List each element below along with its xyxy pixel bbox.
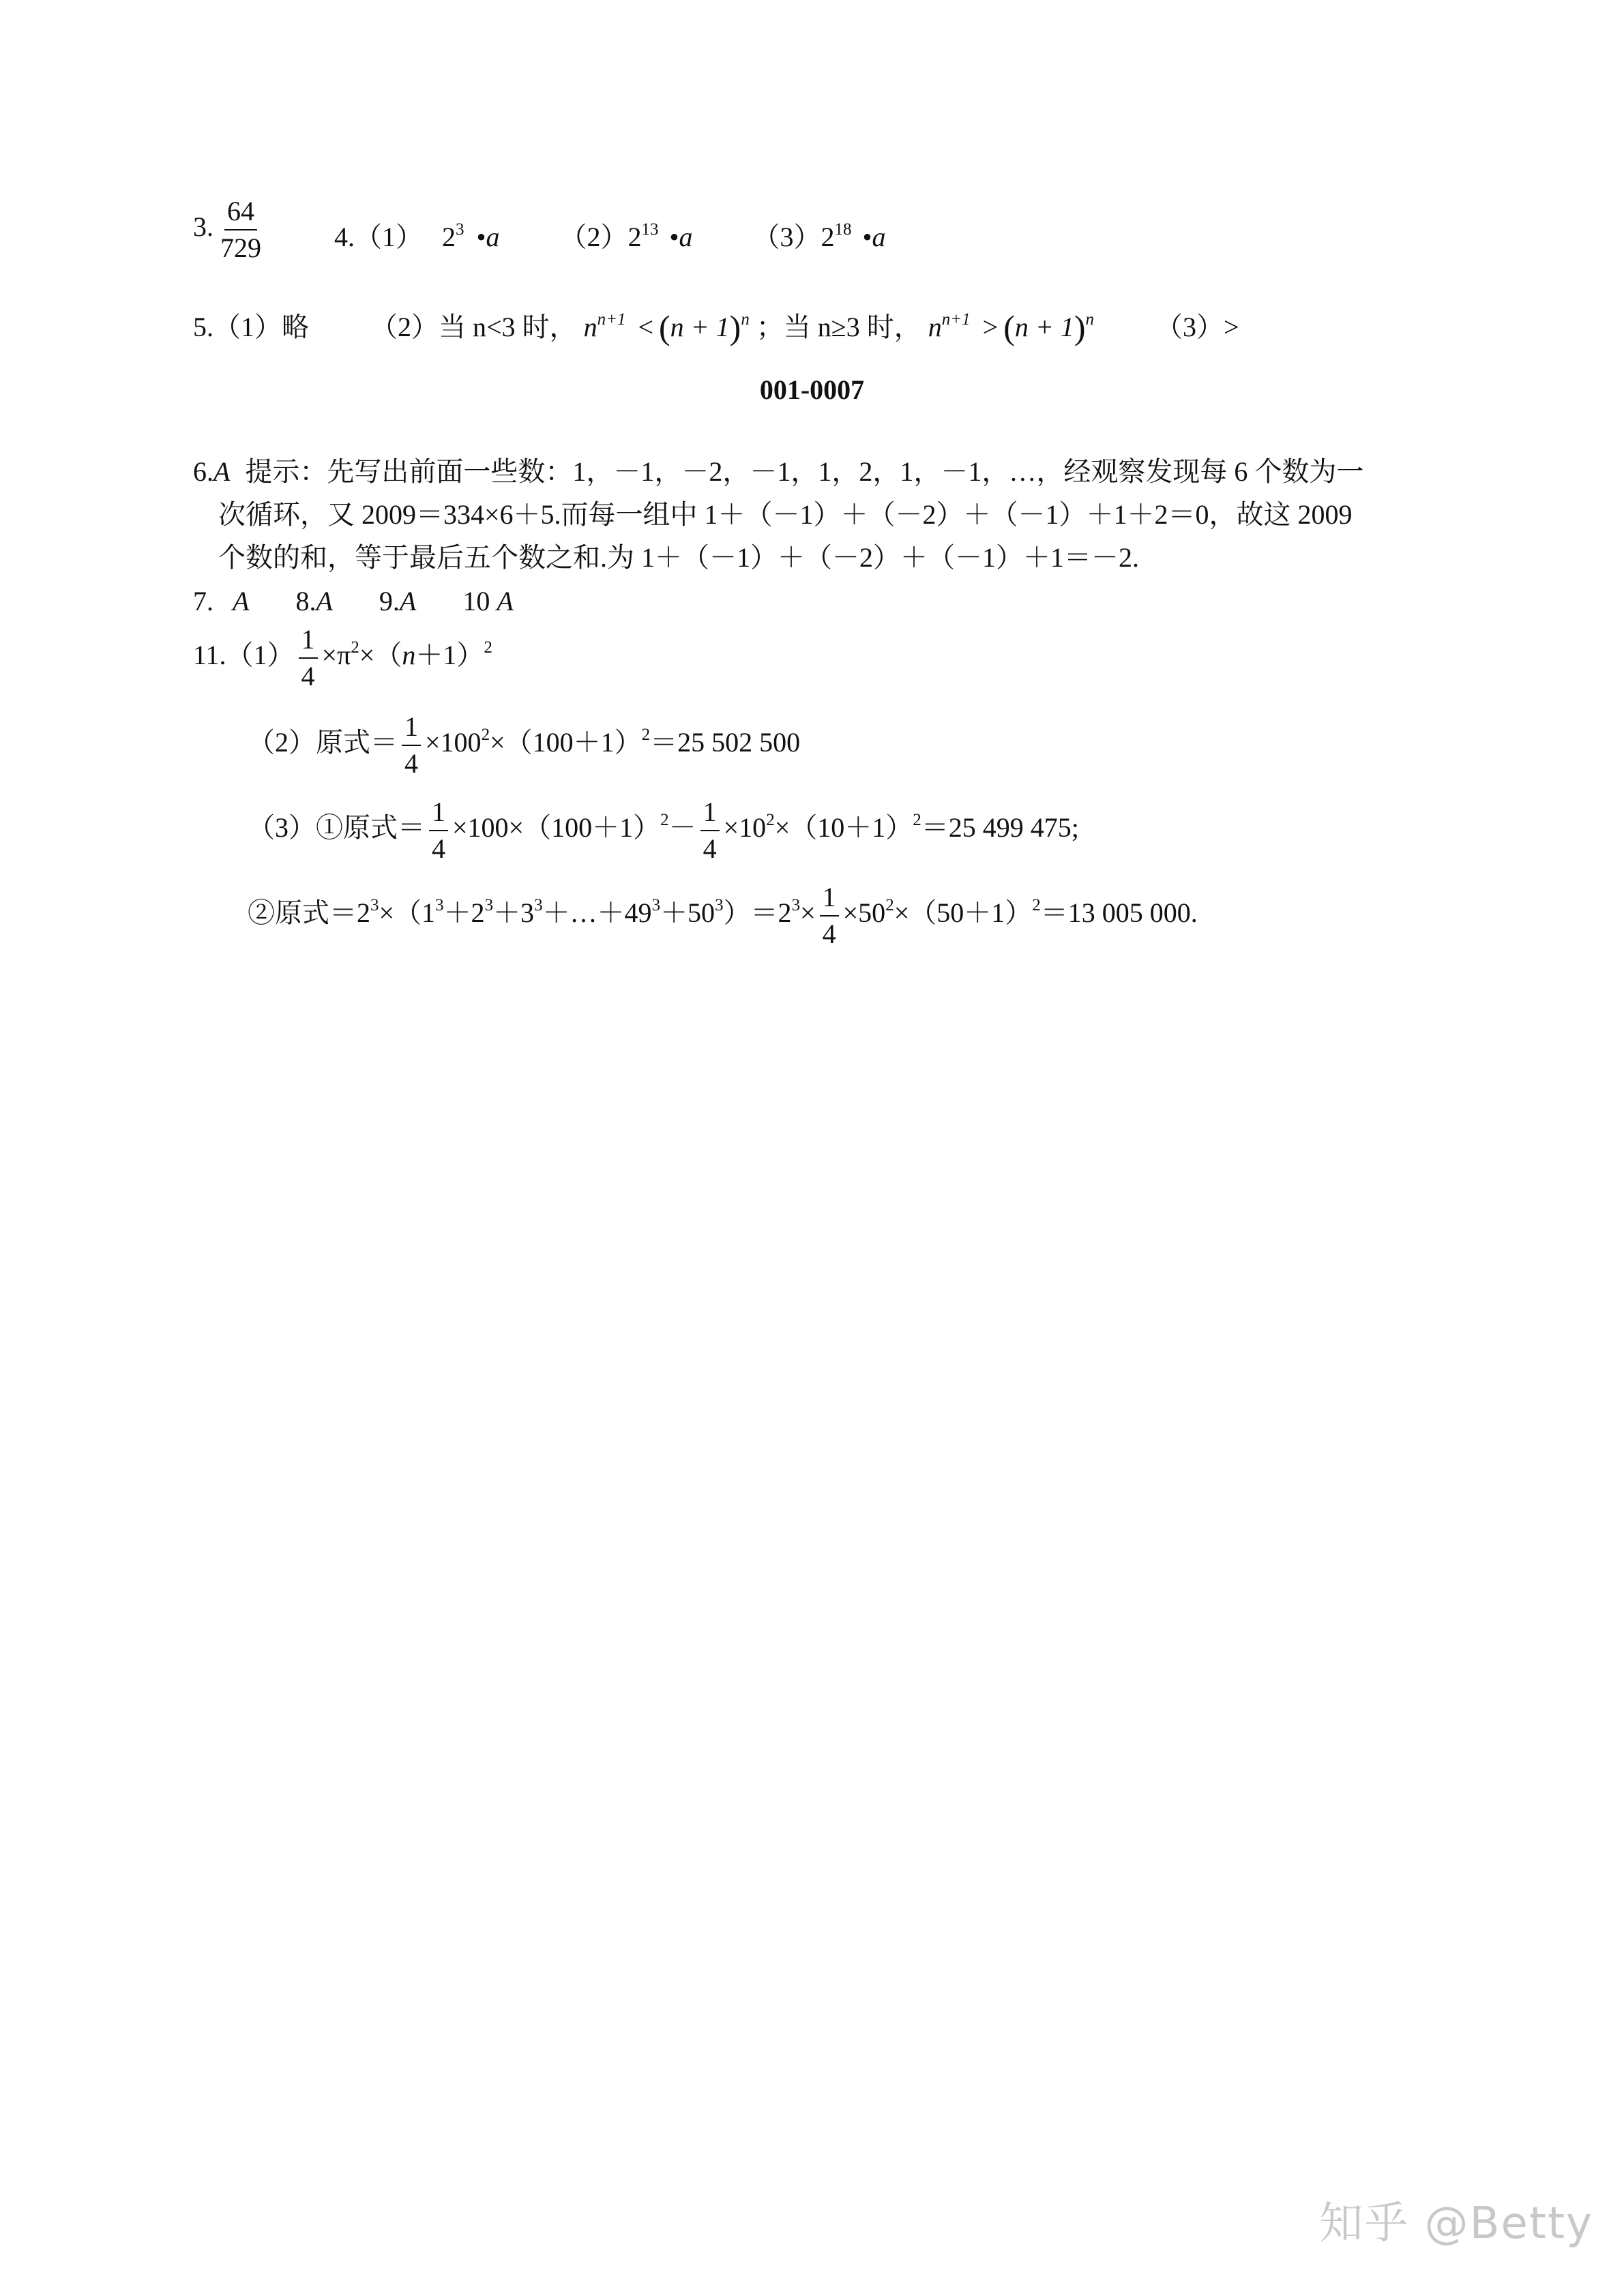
q11-p4-f: ）＝2 xyxy=(723,897,792,929)
q11-p3-num-1: 1 xyxy=(429,799,448,831)
q11-p1-den: 4 xyxy=(301,661,315,691)
q10-answer: A xyxy=(497,586,514,616)
q6-line-1 xyxy=(193,458,1363,486)
q5-lhs-base: n xyxy=(583,312,597,342)
q4-p2-var: a xyxy=(679,222,693,252)
q5-lhs-exp: n+1 xyxy=(597,310,626,329)
q5-n-plus-1-a: n + 1 xyxy=(670,312,730,342)
q6-line-3: 个数的和，等于最后五个数之和.为 1＋（－1）＋（－2）＋（－1）＋1＝－2. xyxy=(218,542,1139,573)
q9-label: 9. xyxy=(379,586,400,616)
q6-line-2: 次循环，又 2009＝334×6＋5.而每一组中 1＋（－1）＋（－2）＋（－1）＋1＋2＝0，故这 2009 xyxy=(218,499,1353,530)
q11-p4-cube-3: 3 xyxy=(484,896,494,915)
q10-label: 10 xyxy=(462,586,490,616)
q4-p2-dot: • xyxy=(669,222,679,252)
q6-label: 6. xyxy=(193,456,213,487)
q11-p2-lead: （2）原式＝ xyxy=(248,727,398,758)
q7-answer: A xyxy=(233,586,250,616)
q5-lt: < xyxy=(638,312,653,342)
q11-p4-h: ×50 xyxy=(842,897,886,929)
q5-lparen-1: ( xyxy=(659,308,670,346)
q4-p2-base: 2 xyxy=(628,222,642,252)
q11-p4-den: 4 xyxy=(822,919,836,949)
q11-p2-fraction xyxy=(402,713,421,777)
q11-p4-j: ＝13 005 000. xyxy=(1040,897,1198,929)
q4-p1-dot: • xyxy=(476,222,486,252)
q6-text-1: 提示：先写出前面一些数：1，－1，－2，－1，1，2，1，－1，…，经观察发现每 6 个数为一 xyxy=(245,456,1364,487)
q5-label: 5.（1）略 xyxy=(193,312,309,342)
q11-p3-num-2: 1 xyxy=(700,799,720,831)
q4-line xyxy=(334,220,886,252)
q11-p4-cube-1: 3 xyxy=(370,896,379,915)
q11-p4-a: ×（1 xyxy=(379,897,436,929)
q11-p4-fraction xyxy=(820,884,839,948)
q11-part4 xyxy=(248,884,1198,948)
q5-line xyxy=(193,310,1239,344)
q11-p3-e: ＝25 499 475; xyxy=(921,812,1079,844)
q11-p2-c: ＝25 502 500 xyxy=(650,727,801,758)
q11-p2-den: 4 xyxy=(404,748,418,779)
q11-p4-g: × xyxy=(800,897,816,929)
q11-p3-a: ×100×（100＋1） xyxy=(452,812,661,844)
q4-p3-dot: • xyxy=(862,222,872,252)
q11-p1-n: n xyxy=(402,640,416,671)
q11-p4-lead: ②原式＝2 xyxy=(248,897,370,929)
q11-p2-sq-2: 2 xyxy=(641,726,651,745)
q11-label: 11.（1） xyxy=(193,640,295,671)
q3-label: 3. xyxy=(193,211,213,243)
q11-p4-cube-7: 3 xyxy=(791,896,801,915)
q11-part2 xyxy=(248,713,800,777)
q11-p3-b: － xyxy=(668,812,696,844)
q11-p3-fraction-2 xyxy=(700,796,720,864)
q11-p1-sq-1: 2 xyxy=(351,638,359,657)
q5-gt: > xyxy=(982,312,999,342)
q5-part3: （3）> xyxy=(1155,312,1239,342)
q4-p1-base: 2 xyxy=(442,222,456,252)
q3-numerator: 64 xyxy=(224,198,257,230)
q5-rparen-2: ) xyxy=(1074,308,1086,346)
q11-p3-den-1: 4 xyxy=(432,833,445,864)
q4-p2-label: （2） xyxy=(559,222,628,252)
q4-p3-label: （3） xyxy=(752,222,821,252)
q4-p3-exp: 18 xyxy=(834,220,852,239)
q4-label: 4.（1） xyxy=(334,222,423,252)
q11-p1-a: ×π xyxy=(321,640,351,671)
q4-p2-exp: 13 xyxy=(641,220,659,239)
q11-p4-cube-6: 3 xyxy=(715,896,724,915)
q11-p3-c: ×10 xyxy=(723,812,767,844)
q11-p1-sq-2: 2 xyxy=(484,638,492,657)
q11-p4-e: ＋50 xyxy=(660,897,715,929)
q11-p1-fraction xyxy=(299,626,318,690)
q11-p3-lead: （3）①原式＝ xyxy=(248,812,425,844)
q11-p4-i: ×（50＋1） xyxy=(894,897,1033,929)
q5-part2-lead: （2）当 n<3 时， xyxy=(370,312,577,342)
watermark: 知乎 @Betty xyxy=(1319,2198,1593,2249)
q11-p3-den-2: 4 xyxy=(703,833,717,864)
q11-p4-c: ＋3 xyxy=(493,897,535,929)
q7-label: 7. xyxy=(193,586,213,616)
q11-p3-sq-2: 2 xyxy=(766,811,775,830)
q5-lparen-2: ( xyxy=(1003,308,1015,346)
q11-p4-cube-2: 3 xyxy=(435,896,444,915)
q11-p4-cube-5: 3 xyxy=(651,896,661,915)
q11-p3-fraction-1 xyxy=(429,796,448,864)
q8-answer: A xyxy=(316,586,333,616)
q5-rparen-1: ) xyxy=(729,308,741,346)
q11-p3-d: ×（10＋1） xyxy=(774,812,913,844)
q8-label: 8. xyxy=(295,586,316,616)
q11-p4-num: 1 xyxy=(820,884,839,916)
q5-exp-n-b: n xyxy=(1085,310,1095,329)
section-code: 001-0007 xyxy=(759,374,865,405)
q5-exp-n-a: n xyxy=(741,310,750,329)
q5-lhs2-exp: n+1 xyxy=(941,310,971,329)
q11-part3 xyxy=(248,796,1079,864)
q5-n-plus-1-b: n + 1 xyxy=(1014,312,1074,342)
q11-p3-sq-1: 2 xyxy=(660,811,669,830)
q11-p2-sq-1: 2 xyxy=(481,726,490,745)
q6-answer: A xyxy=(213,456,231,487)
q11-p2-num: 1 xyxy=(402,713,421,746)
q5-lhs2-base: n xyxy=(928,312,942,342)
q11-part1 xyxy=(193,626,492,690)
q7-10-line xyxy=(193,588,514,615)
q9-answer: A xyxy=(399,586,417,616)
q11-p4-cube-4: 3 xyxy=(534,896,543,915)
q11-p3-sq-3: 2 xyxy=(913,811,921,830)
q4-p3-var: a xyxy=(872,222,886,252)
q3-fraction xyxy=(218,198,264,262)
q11-p2-b: ×（100＋1） xyxy=(490,727,642,758)
q11-p1-c: ＋1） xyxy=(415,640,484,671)
q11-p4-sq-1: 2 xyxy=(885,896,894,915)
q5-mid: ；当 n≥3 时， xyxy=(756,312,921,342)
q4-p1-var: a xyxy=(486,222,500,252)
answer-line-3-4 xyxy=(193,198,268,262)
q4-p1-exp: 3 xyxy=(456,220,464,239)
q3-denominator: 729 xyxy=(220,233,261,263)
q11-p4-sq-2: 2 xyxy=(1032,896,1041,915)
q11-p1-num: 1 xyxy=(299,626,318,659)
q4-p3-base: 2 xyxy=(821,222,835,252)
q11-p1-b: ×（ xyxy=(359,640,402,671)
q11-p4-b: ＋2 xyxy=(443,897,485,929)
q11-p4-d: ＋…＋49 xyxy=(542,897,652,929)
q11-p2-a: ×100 xyxy=(425,727,482,758)
